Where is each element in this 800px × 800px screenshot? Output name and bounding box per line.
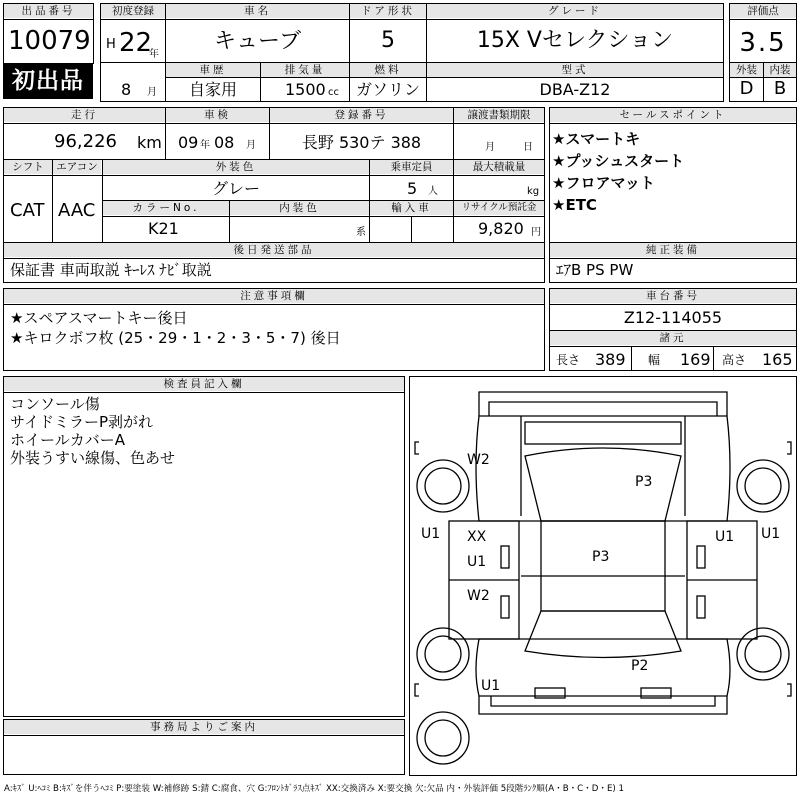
reg-number: 長野 530テ 388 <box>301 133 422 152</box>
door-count: 5 <box>381 28 395 53</box>
recycle-label: リサイクル預託金 <box>454 201 544 215</box>
mark-hood: P3 <box>635 474 653 490</box>
model-name: キューブ <box>214 29 301 54</box>
transfer-label: 譲渡書類期限 <box>454 108 544 122</box>
note-1: ★スペアスマートキー後日 <box>10 309 188 327</box>
mark-rear-left: U1 <box>481 678 501 694</box>
import-label: 輸入車 <box>370 201 453 215</box>
transfer-day-unit: 日 <box>523 142 533 153</box>
chassis-label: 車台番号 <box>550 289 796 303</box>
mark-left-outer: U1 <box>421 526 441 542</box>
inspection-year-unit: 年 <box>200 140 210 151</box>
notes-label: 注意事項欄 <box>4 289 544 303</box>
inspection-month-unit: 月 <box>246 140 256 151</box>
shift-label: シフト <box>4 160 52 174</box>
color-no-value: K21 <box>148 219 179 238</box>
history-label: 車歴 <box>166 63 260 77</box>
model-name-label: 車名 <box>166 4 349 18</box>
sales-points-label: セールスポイント <box>550 108 796 122</box>
grade-value: 15X Vセレクション <box>476 28 674 53</box>
chassis-number: Z12-114055 <box>623 308 723 327</box>
length-value: 389 <box>595 350 626 369</box>
mark-right-outer: U1 <box>761 526 781 542</box>
inspection-year: 09 <box>178 133 199 152</box>
sales-point-4: ★ETC <box>552 196 597 214</box>
inspector-note-4: 外装うすい線傷、色あせ <box>10 449 176 467</box>
shift-value: CAT <box>10 200 45 221</box>
note-2: ★キロクボフ枚 (25・29・1・2・3・5・7) 後日 <box>10 329 341 347</box>
max-load-label: 最大積載量 <box>454 160 544 174</box>
mileage-unit: km <box>137 133 162 152</box>
score-label: 評価点 <box>730 4 796 18</box>
sales-point-1: ★スマートキ <box>552 130 641 148</box>
first-reg-year: 22 <box>119 28 153 58</box>
later-parts-text: 保証書 車両取説 ｷｰﾚｽ ﾅﾋﾞ取説 <box>10 261 212 279</box>
inspector-note-1: コンソール傷 <box>10 395 100 413</box>
width-value: 169 <box>680 350 711 369</box>
fuel-label: 燃料 <box>350 63 426 77</box>
history-value: 自家用 <box>188 80 237 99</box>
genuine-equipment-text: ｴｱB PS PW <box>556 261 634 279</box>
mark-right-front-door: U1 <box>715 529 735 545</box>
later-parts-label: 後日発送部品 <box>4 243 544 257</box>
year-unit: 年 <box>149 49 159 60</box>
transfer-month-unit: 月 <box>485 142 495 153</box>
rear-window <box>525 611 681 658</box>
displacement-label: 排気量 <box>261 63 349 77</box>
interior-label: 内装 <box>764 63 796 77</box>
mileage-value: 96,226 <box>54 131 117 152</box>
car-diagram <box>409 376 797 776</box>
mark-left-door-xx: XX <box>467 529 487 545</box>
mileage-label: 走行 <box>4 108 165 122</box>
type-code: DBA-Z12 <box>539 80 611 99</box>
mark-roof: P3 <box>592 549 610 565</box>
capacity-value: 5 <box>407 179 418 198</box>
fuel-value: ガソリン <box>355 80 420 99</box>
front-bumper-outline <box>479 392 727 416</box>
office-label: 事務局よりご案内 <box>4 720 404 734</box>
roof <box>541 521 665 611</box>
ac-value: AAC <box>58 200 96 221</box>
inspector-label: 検査員記入欄 <box>4 377 404 391</box>
first-reg-month: 8 <box>121 80 132 99</box>
interior-color-unit: 系 <box>356 227 366 238</box>
rear-bumper-outline <box>479 696 727 714</box>
capacity-label: 乗車定員 <box>370 160 453 174</box>
height-label: 高さ <box>722 353 747 367</box>
type-label: 型式 <box>427 63 723 77</box>
color-value: グレー <box>211 179 260 198</box>
ac-label: エアコン <box>53 160 101 174</box>
era-prefix: H <box>106 37 116 52</box>
exterior-grade: D <box>739 78 754 99</box>
sales-point-2: ★プッシュスタート <box>552 152 685 170</box>
grade-label: グレード <box>427 4 723 18</box>
mark-left-front-door: U1 <box>467 554 487 570</box>
first-listing-badge: 初出品 <box>3 64 93 99</box>
rear-body-outline <box>476 639 730 696</box>
dims-label: 諸元 <box>550 331 796 345</box>
max-load-unit: kg <box>527 186 540 197</box>
genuine-equipment-label: 純正装備 <box>550 243 796 257</box>
inspection-label: 車検 <box>166 108 269 122</box>
interior-grade: B <box>773 78 787 99</box>
door-label: ドア形状 <box>350 4 426 18</box>
sales-point-3: ★フロアマット <box>552 174 655 192</box>
recycle-fee: 9,820 <box>478 219 524 238</box>
color-label: 外装色 <box>103 160 369 174</box>
interior-color-label: 内装色 <box>230 201 369 215</box>
displacement-unit: cc <box>328 87 339 98</box>
front-body-outline <box>476 416 730 521</box>
score-value: 3.5 <box>739 28 787 58</box>
displacement-value: 1500 <box>285 80 326 99</box>
capacity-unit: 人 <box>428 186 438 197</box>
color-no-label: カラーNo. <box>103 201 229 215</box>
lot-number: 10079 <box>8 26 91 56</box>
legend-text: A:ｷｽﾞ U:ﾍｺﾐ B:ｷｽﾞを伴うﾍｺﾐ P:要塗装 W:補修跡 S:錆 C:腐食、穴 G:ﾌﾛﾝﾄｶﾞﾗｽ点ｷｽﾞ XX:交換済み X:要交換 欠:欠品 内・外装評価 5段階ﾗﾝｸ順(A・B・C・D・E) 1 <box>4 784 624 794</box>
windshield <box>525 448 681 521</box>
mark-left-rear-door: W2 <box>467 588 490 604</box>
mark-rear-right: P2 <box>631 658 649 674</box>
mark-front-left: W2 <box>467 452 490 468</box>
reg-number-label: 登録番号 <box>270 108 453 122</box>
first-reg-label: 初度登録 <box>101 4 165 18</box>
month-unit: 月 <box>147 87 157 98</box>
inspector-note-2: サイドミラーP剥がれ <box>10 413 153 431</box>
inspection-month: 08 <box>214 133 235 152</box>
inspector-note-3: ホイールカバーA <box>10 431 125 449</box>
grille <box>525 422 681 444</box>
height-value: 165 <box>762 350 793 369</box>
lot-number-label: 出品番号 <box>4 4 93 18</box>
width-label: 幅 <box>648 353 661 367</box>
length-label: 長さ <box>556 353 581 367</box>
exterior-label: 外装 <box>730 63 763 77</box>
recycle-unit: 円 <box>531 227 541 238</box>
